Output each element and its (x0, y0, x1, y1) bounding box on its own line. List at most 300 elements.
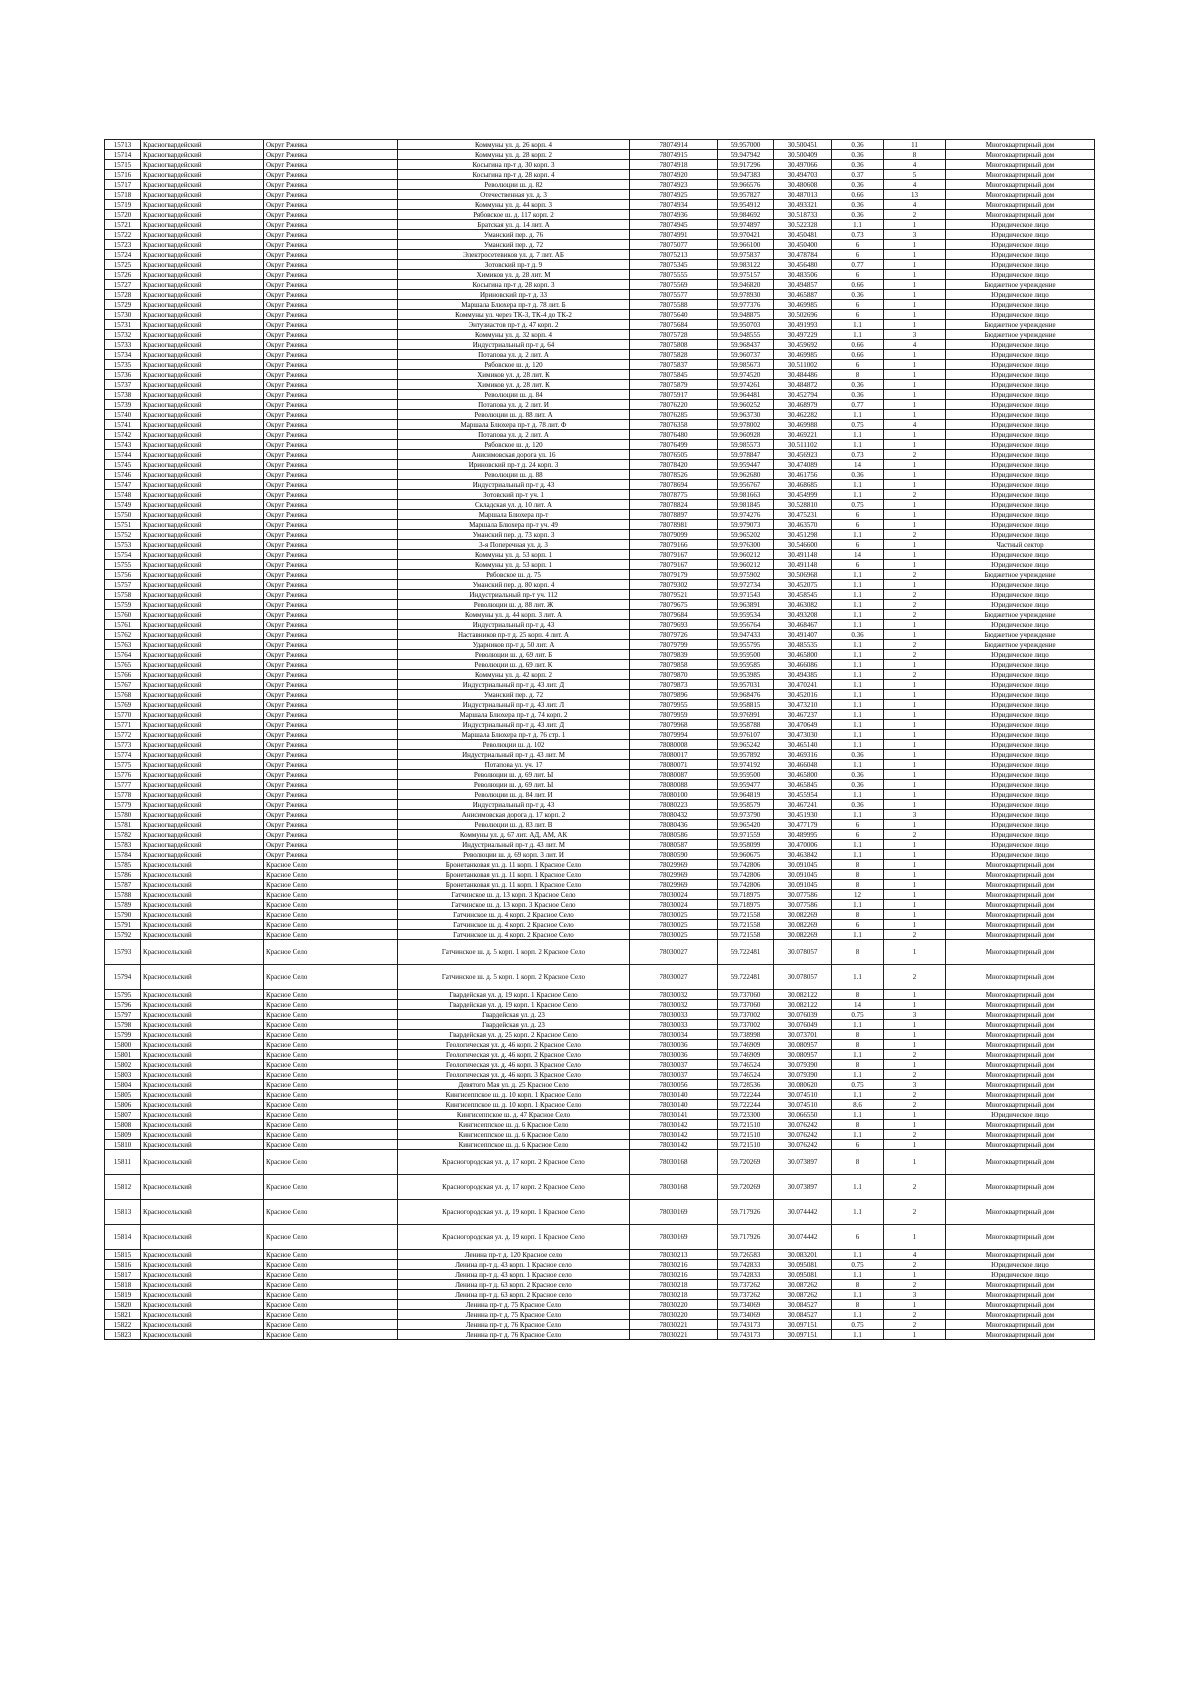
cell-address: Гатчинское ш. д. 4 корп. 2 Красное Село (398, 920, 630, 930)
cell-value: 0.36 (832, 200, 884, 210)
cell-municipality: Красное Село (264, 990, 398, 1000)
cell-count: 2 (884, 210, 946, 220)
cell-count: 1 (884, 1330, 946, 1340)
cell-latitude: 59.957000 (718, 140, 774, 150)
cell-number: 15794 (105, 965, 141, 990)
cell-longitude: 30.474089 (774, 460, 832, 470)
cell-longitude: 30.076039 (774, 1010, 832, 1020)
cell-address: Косыгина пр-т д. 28 корп. 3 (398, 280, 630, 290)
cell-value: 0.36 (832, 470, 884, 480)
table-row (105, 470, 1095, 480)
cell-count: 2 (884, 1070, 946, 1080)
table-row (105, 650, 1095, 660)
cell-longitude: 30.463082 (774, 600, 832, 610)
table-row (105, 680, 1095, 690)
cell-value: 6 (832, 1225, 884, 1250)
cell-latitude: 59.976107 (718, 730, 774, 740)
cell-latitude: 59.737060 (718, 1000, 774, 1010)
cell-longitude: 30.470241 (774, 680, 832, 690)
cell-number: 15792 (105, 930, 141, 940)
cell-number: 15761 (105, 620, 141, 630)
cell-number: 15816 (105, 1260, 141, 1270)
cell-code: 78030025 (630, 920, 718, 930)
table-row (105, 240, 1095, 250)
cell-longitude: 30.097151 (774, 1320, 832, 1330)
cell-count: 1 (884, 370, 946, 380)
cell-value: 0.66 (832, 350, 884, 360)
cell-code: 78078897 (630, 510, 718, 520)
cell-count: 4 (884, 160, 946, 170)
cell-value: 14 (832, 1000, 884, 1010)
cell-value: 1.1 (832, 740, 884, 750)
cell-latitude: 59.721510 (718, 1120, 774, 1130)
cell-municipality: Красное Село (264, 940, 398, 965)
cell-district: Красногвардейский (141, 630, 264, 640)
cell-district: Красногвардейский (141, 440, 264, 450)
cell-address: Революции ш. д. 82 (398, 180, 630, 190)
cell-district: Красносельский (141, 910, 264, 920)
cell-address: Революции ш. д. 88 лит. Ж (398, 600, 630, 610)
cell-category: Многоквартирный дом (946, 210, 1095, 220)
cell-longitude: 30.491148 (774, 550, 832, 560)
cell-count: 2 (884, 1050, 946, 1060)
cell-number: 15766 (105, 670, 141, 680)
cell-count: 2 (884, 450, 946, 460)
cell-value: 1.1 (832, 610, 884, 620)
cell-district: Красносельский (141, 1260, 264, 1270)
cell-latitude: 59.721558 (718, 910, 774, 920)
cell-value: 8 (832, 990, 884, 1000)
cell-address: Рябовское ш. д. 75 (398, 570, 630, 580)
cell-count: 2 (884, 490, 946, 500)
cell-number: 15797 (105, 1010, 141, 1020)
cell-value: 6 (832, 1140, 884, 1150)
cell-value: 0.73 (832, 450, 884, 460)
cell-latitude: 59.720269 (718, 1175, 774, 1200)
cell-address: Революции ш. д. 69 лит. Ы (398, 770, 630, 780)
cell-address: Коммуны ул. д. 67 лит. АД, АМ, АК (398, 830, 630, 840)
cell-municipality: Округ Ржевка (264, 250, 398, 260)
cell-longitude: 30.502696 (774, 310, 832, 320)
cell-code: 78030213 (630, 1250, 718, 1260)
table-row (105, 920, 1095, 930)
cell-code: 78080071 (630, 760, 718, 770)
cell-longitude: 30.079390 (774, 1060, 832, 1070)
cell-longitude: 30.073701 (774, 1030, 832, 1040)
cell-longitude: 30.076242 (774, 1140, 832, 1150)
cell-number: 15776 (105, 770, 141, 780)
cell-latitude: 59.974261 (718, 380, 774, 390)
table-row (105, 500, 1095, 510)
cell-category: Юридическое лицо (946, 410, 1095, 420)
cell-district: Красносельский (141, 1330, 264, 1340)
cell-municipality: Округ Ржевка (264, 460, 398, 470)
cell-municipality: Округ Ржевка (264, 260, 398, 270)
cell-district: Красносельский (141, 1020, 264, 1030)
cell-code: 78078420 (630, 460, 718, 470)
cell-number: 15771 (105, 720, 141, 730)
table-row (105, 140, 1095, 150)
cell-latitude: 59.947942 (718, 150, 774, 160)
cell-number: 15806 (105, 1100, 141, 1110)
cell-municipality: Красное Село (264, 1250, 398, 1260)
cell-number: 15775 (105, 760, 141, 770)
cell-code: 78074914 (630, 140, 718, 150)
table-row (105, 800, 1095, 810)
cell-number: 15723 (105, 240, 141, 250)
table-row (105, 1320, 1095, 1330)
cell-latitude: 59.960737 (718, 350, 774, 360)
cell-district: Красногвардейский (141, 670, 264, 680)
cell-longitude: 30.465845 (774, 780, 832, 790)
cell-category: Юридическое лицо (946, 340, 1095, 350)
cell-code: 78075640 (630, 310, 718, 320)
cell-category: Юридическое лицо (946, 530, 1095, 540)
cell-count: 1 (884, 820, 946, 830)
cell-count: 1 (884, 620, 946, 630)
cell-longitude: 30.522328 (774, 220, 832, 230)
cell-longitude: 30.076049 (774, 1020, 832, 1030)
cell-longitude: 30.467241 (774, 800, 832, 810)
table-row (105, 300, 1095, 310)
table-row (105, 860, 1095, 870)
table-row (105, 260, 1095, 270)
cell-category: Многоквартирный дом (946, 170, 1095, 180)
cell-address: Ударников пр-т д. 50 лит. А (398, 640, 630, 650)
cell-number: 15749 (105, 500, 141, 510)
cell-value: 1.1 (832, 840, 884, 850)
data-table (104, 139, 1095, 1340)
cell-longitude: 30.466048 (774, 760, 832, 770)
cell-latitude: 59.743173 (718, 1330, 774, 1340)
cell-latitude: 59.957827 (718, 190, 774, 200)
cell-code: 78030218 (630, 1290, 718, 1300)
cell-longitude: 30.097151 (774, 1330, 832, 1340)
cell-category: Юридическое лицо (946, 840, 1095, 850)
cell-district: Красногвардейский (141, 830, 264, 840)
cell-number: 15721 (105, 220, 141, 230)
cell-category: Юридическое лицо (946, 370, 1095, 380)
cell-code: 78074925 (630, 190, 718, 200)
cell-address: Красногородская ул. д. 19 корп. 1 Красное Село (398, 1225, 630, 1250)
cell-count: 2 (884, 1320, 946, 1330)
cell-category: Юридическое лицо (946, 400, 1095, 410)
cell-longitude: 30.469988 (774, 420, 832, 430)
cell-code: 78030141 (630, 1110, 718, 1120)
cell-code: 78029969 (630, 860, 718, 870)
cell-longitude: 30.469985 (774, 350, 832, 360)
cell-code: 78080100 (630, 790, 718, 800)
cell-address: Анисимовская дорога ул. 16 (398, 450, 630, 460)
cell-number: 15765 (105, 660, 141, 670)
cell-code: 78075345 (630, 260, 718, 270)
cell-count: 2 (884, 1100, 946, 1110)
cell-value: 0.75 (832, 500, 884, 510)
cell-latitude: 59.979073 (718, 520, 774, 530)
cell-value: 0.66 (832, 190, 884, 200)
cell-code: 78076285 (630, 410, 718, 420)
cell-count: 3 (884, 810, 946, 820)
cell-value: 1.1 (832, 850, 884, 860)
cell-code: 78075577 (630, 290, 718, 300)
cell-code: 78075845 (630, 370, 718, 380)
cell-category: Юридическое лицо (946, 260, 1095, 270)
table-row (105, 700, 1095, 710)
cell-longitude: 30.079390 (774, 1070, 832, 1080)
cell-district: Красногвардейский (141, 430, 264, 440)
table-row (105, 320, 1095, 330)
cell-value: 1.1 (832, 580, 884, 590)
cell-address: Зотовский пр-т уч. 1 (398, 490, 630, 500)
cell-code: 78079521 (630, 590, 718, 600)
cell-address: Коммуны ул. д. 44 корп. 3 (398, 200, 630, 210)
cell-number: 15742 (105, 430, 141, 440)
cell-longitude: 30.462282 (774, 410, 832, 420)
table-row (105, 150, 1095, 160)
cell-category: Юридическое лицо (946, 690, 1095, 700)
cell-number: 15734 (105, 350, 141, 360)
cell-address: Потапова ул. д. 2 лит. И (398, 400, 630, 410)
cell-count: 8 (884, 150, 946, 160)
cell-address: Геологическая ул. д. 46 корп. 3 Красное Село (398, 1060, 630, 1070)
cell-latitude: 59.975157 (718, 270, 774, 280)
cell-category: Юридическое лицо (946, 430, 1095, 440)
cell-code: 78030168 (630, 1150, 718, 1175)
cell-longitude: 30.466086 (774, 660, 832, 670)
cell-latitude: 59.960212 (718, 560, 774, 570)
cell-longitude: 30.473030 (774, 730, 832, 740)
cell-count: 4 (884, 1250, 946, 1260)
cell-latitude: 59.738998 (718, 1030, 774, 1040)
cell-value: 1.1 (832, 1310, 884, 1320)
cell-value: 1.1 (832, 440, 884, 450)
cell-municipality: Округ Ржевка (264, 700, 398, 710)
table-row (105, 990, 1095, 1000)
table-row (105, 730, 1095, 740)
table-row (105, 480, 1095, 490)
cell-count: 1 (884, 500, 946, 510)
cell-longitude: 30.506968 (774, 570, 832, 580)
cell-longitude: 30.497229 (774, 330, 832, 340)
cell-address: Уманский пер. д. 73 корп. 3 (398, 530, 630, 540)
cell-code: 78079870 (630, 670, 718, 680)
table-row (105, 380, 1095, 390)
cell-municipality: Округ Ржевка (264, 270, 398, 280)
cell-count: 1 (884, 540, 946, 550)
table-row (105, 640, 1095, 650)
cell-latitude: 59.955795 (718, 640, 774, 650)
cell-number: 15800 (105, 1040, 141, 1050)
cell-number: 15717 (105, 180, 141, 190)
cell-value: 6 (832, 360, 884, 370)
cell-number: 15814 (105, 1225, 141, 1250)
cell-number: 15783 (105, 840, 141, 850)
cell-count: 1 (884, 1300, 946, 1310)
cell-municipality: Округ Ржевка (264, 520, 398, 530)
cell-category: Многоквартирный дом (946, 150, 1095, 160)
cell-category: Юридическое лицо (946, 380, 1095, 390)
cell-number: 15762 (105, 630, 141, 640)
cell-municipality: Красное Село (264, 1280, 398, 1290)
cell-latitude: 59.959500 (718, 770, 774, 780)
cell-longitude: 30.467237 (774, 710, 832, 720)
cell-category: Многоквартирный дом (946, 1070, 1095, 1080)
cell-district: Красносельский (141, 1175, 264, 1200)
cell-number: 15724 (105, 250, 141, 260)
cell-code: 78080436 (630, 820, 718, 830)
cell-number: 15799 (105, 1030, 141, 1040)
cell-district: Красногвардейский (141, 600, 264, 610)
cell-district: Красногвардейский (141, 680, 264, 690)
cell-category: Многоквартирный дом (946, 200, 1095, 210)
cell-municipality: Округ Ржевка (264, 340, 398, 350)
cell-count: 4 (884, 340, 946, 350)
cell-value: 6 (832, 830, 884, 840)
cell-number: 15795 (105, 990, 141, 1000)
cell-longitude: 30.076242 (774, 1130, 832, 1140)
table-row (105, 350, 1095, 360)
cell-district: Красносельский (141, 1270, 264, 1280)
cell-number: 15722 (105, 230, 141, 240)
cell-value: 1.1 (832, 590, 884, 600)
cell-latitude: 59.746524 (718, 1070, 774, 1080)
cell-value: 8 (832, 870, 884, 880)
table-row (105, 1090, 1095, 1100)
cell-category: Юридическое лицо (946, 1260, 1095, 1270)
cell-district: Красногвардейский (141, 700, 264, 710)
cell-district: Красногвардейский (141, 620, 264, 630)
cell-longitude: 30.091045 (774, 860, 832, 870)
cell-category: Многоквартирный дом (946, 1140, 1095, 1150)
cell-longitude: 30.511102 (774, 440, 832, 450)
cell-category: Юридическое лицо (946, 290, 1095, 300)
cell-longitude: 30.091045 (774, 880, 832, 890)
cell-value: 0.77 (832, 260, 884, 270)
cell-category: Юридическое лицо (946, 750, 1095, 760)
cell-municipality: Красное Село (264, 1010, 398, 1020)
cell-count: 1 (884, 320, 946, 330)
cell-longitude: 30.491993 (774, 320, 832, 330)
cell-address: Ленина пр-т д. 75 Красное Село (398, 1310, 630, 1320)
cell-municipality: Округ Ржевка (264, 790, 398, 800)
cell-code: 78030037 (630, 1070, 718, 1080)
cell-category: Многоквартирный дом (946, 1225, 1095, 1250)
table-row (105, 580, 1095, 590)
cell-code: 78075213 (630, 250, 718, 260)
cell-value: 8 (832, 1030, 884, 1040)
cell-number: 15733 (105, 340, 141, 350)
cell-number: 15785 (105, 860, 141, 870)
cell-longitude: 30.452794 (774, 390, 832, 400)
table-row (105, 810, 1095, 820)
cell-count: 1 (884, 430, 946, 440)
cell-longitude: 30.078057 (774, 965, 832, 990)
table-row (105, 190, 1095, 200)
cell-latitude: 59.722244 (718, 1100, 774, 1110)
cell-municipality: Красное Село (264, 1330, 398, 1340)
cell-address: Коммуны ул. д. 53 корп. 1 (398, 550, 630, 560)
cell-value: 8 (832, 1280, 884, 1290)
cell-municipality: Красное Село (264, 1130, 398, 1140)
cell-category: Многоквартирный дом (946, 990, 1095, 1000)
cell-latitude: 59.959477 (718, 780, 774, 790)
cell-municipality: Округ Ржевка (264, 750, 398, 760)
cell-number: 15804 (105, 1080, 141, 1090)
cell-count: 1 (884, 710, 946, 720)
cell-number: 15787 (105, 880, 141, 890)
cell-municipality: Округ Ржевка (264, 710, 398, 720)
cell-address: Кингисеппское ш. д. 6 Красное Село (398, 1130, 630, 1140)
cell-municipality: Округ Ржевка (264, 140, 398, 150)
cell-latitude: 59.970421 (718, 230, 774, 240)
cell-district: Красногвардейский (141, 730, 264, 740)
cell-address: Геологическая ул. д. 46 корп. 2 Красное Село (398, 1040, 630, 1050)
cell-longitude: 30.082122 (774, 990, 832, 1000)
table-row (105, 1200, 1095, 1225)
cell-municipality: Округ Ржевка (264, 480, 398, 490)
cell-category: Многоквартирный дом (946, 870, 1095, 880)
cell-count: 1 (884, 660, 946, 670)
cell-address: Революции ш. д. 69 лит. К (398, 660, 630, 670)
table-row (105, 690, 1095, 700)
cell-code: 78079166 (630, 540, 718, 550)
cell-address: Ленина пр-т д. 43 корп. 1 Красное село (398, 1270, 630, 1280)
cell-municipality: Красное Село (264, 1040, 398, 1050)
cell-address: Революции ш. д. 102 (398, 740, 630, 750)
cell-count: 2 (884, 930, 946, 940)
cell-category: Юридическое лицо (946, 520, 1095, 530)
cell-address: Ленина пр-т д. 63 корп. 2 Красное село (398, 1280, 630, 1290)
cell-code: 78074991 (630, 230, 718, 240)
cell-category: Многоквартирный дом (946, 140, 1095, 150)
cell-longitude: 30.469985 (774, 300, 832, 310)
cell-district: Красносельский (141, 1300, 264, 1310)
cell-district: Красносельский (141, 870, 264, 880)
cell-municipality: Округ Ржевка (264, 820, 398, 830)
cell-municipality: Округ Ржевка (264, 210, 398, 220)
cell-longitude: 30.082122 (774, 1000, 832, 1010)
cell-address: Индустриальный пр-т д. 43 лит. М (398, 750, 630, 760)
cell-category: Юридическое лицо (946, 550, 1095, 560)
cell-number: 15805 (105, 1090, 141, 1100)
table-row (105, 840, 1095, 850)
cell-category: Юридическое лицо (946, 460, 1095, 470)
cell-number: 15821 (105, 1310, 141, 1320)
cell-district: Красногвардейский (141, 310, 264, 320)
cell-district: Красногвардейский (141, 140, 264, 150)
table-row (105, 180, 1095, 190)
cell-latitude: 59.965420 (718, 820, 774, 830)
cell-value: 1.1 (832, 410, 884, 420)
cell-district: Красногвардейский (141, 370, 264, 380)
cell-count: 1 (884, 880, 946, 890)
table-row (105, 390, 1095, 400)
cell-code: 78030168 (630, 1175, 718, 1200)
table-row (105, 830, 1095, 840)
cell-count: 1 (884, 1040, 946, 1050)
cell-municipality: Округ Ржевка (264, 680, 398, 690)
cell-latitude: 59.947433 (718, 630, 774, 640)
cell-value: 1.1 (832, 1330, 884, 1340)
cell-category: Юридическое лицо (946, 1110, 1095, 1120)
cell-municipality: Красное Село (264, 1080, 398, 1090)
cell-value: 1.1 (832, 1270, 884, 1280)
cell-count: 4 (884, 420, 946, 430)
cell-count: 2 (884, 530, 946, 540)
cell-longitude: 30.546600 (774, 540, 832, 550)
cell-value: 1.1 (832, 430, 884, 440)
cell-municipality: Округ Ржевка (264, 280, 398, 290)
